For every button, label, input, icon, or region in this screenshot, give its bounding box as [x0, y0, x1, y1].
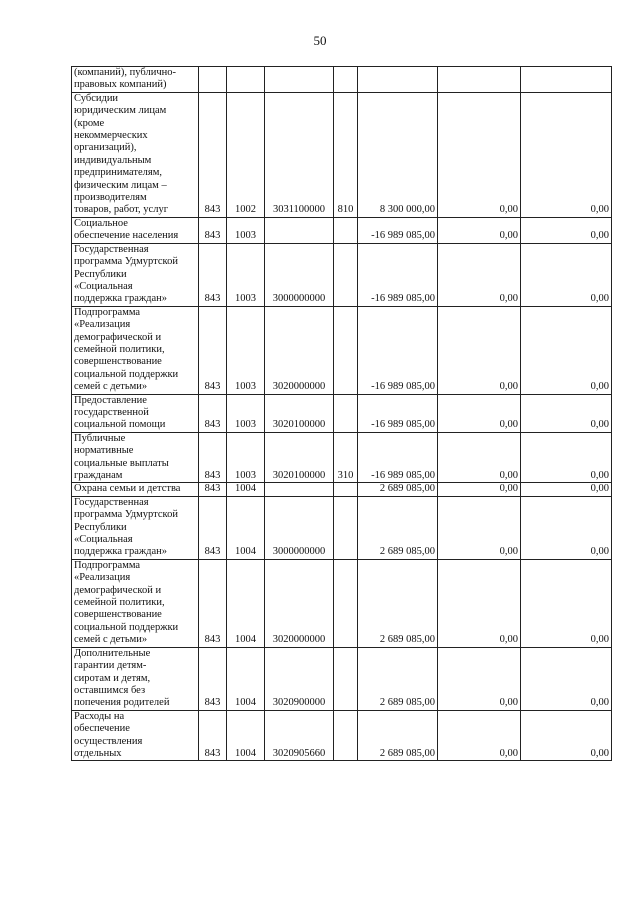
target-article-cell: 3000000000 — [265, 243, 334, 306]
row-name-cell: Социальное обеспечение населения — [72, 217, 199, 243]
table-row — [72, 306, 612, 394]
target-article-cell — [265, 217, 334, 243]
amount-3-cell: 0,00 — [521, 432, 612, 483]
row-name-cell: Субсидии юридическим лицам (кроме некоммерческих организаций), индивидуальным предпринимателям, физическим лицам – производителям товаров, работ, услуг — [72, 92, 199, 217]
ved-code-cell: 843 — [199, 92, 227, 217]
amount-3-cell: 0,00 — [521, 559, 612, 647]
expense-type-cell: 810 — [334, 92, 358, 217]
amount-1-cell: 2 689 085,00 — [358, 496, 438, 559]
table-row — [72, 496, 612, 559]
expense-type-cell — [334, 496, 358, 559]
table-row — [72, 92, 612, 217]
ved-code-cell: 843 — [199, 243, 227, 306]
section-code-cell: 1003 — [227, 394, 265, 432]
section-code-cell: 1004 — [227, 710, 265, 761]
section-code-cell: 1003 — [227, 243, 265, 306]
ved-code-cell: 843 — [199, 559, 227, 647]
amount-1-cell: -16 989 085,00 — [358, 394, 438, 432]
section-code-cell: 1004 — [227, 559, 265, 647]
expense-type-cell — [334, 306, 358, 394]
amount-1-cell: -16 989 085,00 — [358, 432, 438, 483]
amount-1-cell: 8 300 000,00 — [358, 92, 438, 217]
amount-1-cell: 2 689 085,00 — [358, 710, 438, 761]
amount-1-cell: 2 689 085,00 — [358, 647, 438, 710]
amount-2-cell — [438, 67, 521, 93]
amount-2-cell: 0,00 — [438, 217, 521, 243]
expense-type-cell — [334, 67, 358, 93]
amount-2-cell: 0,00 — [438, 710, 521, 761]
amount-1-cell: -16 989 085,00 — [358, 217, 438, 243]
ved-code-cell: 843 — [199, 306, 227, 394]
amount-1-cell: 2 689 085,00 — [358, 483, 438, 496]
amount-3-cell: 0,00 — [521, 394, 612, 432]
row-name-cell: Предоставление государственной социальной помощи — [72, 394, 199, 432]
amount-2-cell: 0,00 — [438, 243, 521, 306]
section-code-cell: 1003 — [227, 306, 265, 394]
amount-2-cell: 0,00 — [438, 647, 521, 710]
expense-type-cell: 310 — [334, 432, 358, 483]
amount-2-cell: 0,00 — [438, 483, 521, 496]
table-row — [72, 647, 612, 710]
amount-3-cell: 0,00 — [521, 496, 612, 559]
table-row — [72, 243, 612, 306]
row-name-cell: Подпрограмма «Реализация демографической и семейной политики, совершенствование социальной поддержки семей с детьми» — [72, 306, 199, 394]
section-code-cell: 1004 — [227, 647, 265, 710]
target-article-cell: 3031100000 — [265, 92, 334, 217]
amount-1-cell: -16 989 085,00 — [358, 306, 438, 394]
amount-3-cell: 0,00 — [521, 483, 612, 496]
amount-3-cell: 0,00 — [521, 710, 612, 761]
row-name-cell: Подпрограмма «Реализация демографической и семейной политики, совершенствование социальной поддержки семей с детьми» — [72, 559, 199, 647]
amount-2-cell: 0,00 — [438, 92, 521, 217]
target-article-cell: 3020000000 — [265, 306, 334, 394]
table-row — [72, 559, 612, 647]
target-article-cell: 3020900000 — [265, 647, 334, 710]
target-article-cell — [265, 67, 334, 93]
amount-3-cell: 0,00 — [521, 217, 612, 243]
section-code-cell: 1004 — [227, 483, 265, 496]
row-name-cell: Дополнительные гарантии детям- сиротам и детям, оставшимся без попечения родителей — [72, 647, 199, 710]
ved-code-cell: 843 — [199, 394, 227, 432]
expense-type-cell — [334, 559, 358, 647]
target-article-cell: 3020000000 — [265, 559, 334, 647]
section-code-cell — [227, 67, 265, 93]
ved-code-cell — [199, 67, 227, 93]
ved-code-cell: 843 — [199, 483, 227, 496]
target-article-cell: 3000000000 — [265, 496, 334, 559]
ved-code-cell: 843 — [199, 647, 227, 710]
row-name-cell: Государственная программа Удмуртской Республики «Социальная поддержка граждан» — [72, 243, 199, 306]
row-name-cell: Публичные нормативные социальные выплаты гражданам — [72, 432, 199, 483]
amount-3-cell: 0,00 — [521, 647, 612, 710]
target-article-cell: 3020100000 — [265, 432, 334, 483]
expense-type-cell — [334, 647, 358, 710]
ved-code-cell: 843 — [199, 710, 227, 761]
amount-3-cell: 0,00 — [521, 306, 612, 394]
section-code-cell: 1004 — [227, 496, 265, 559]
amount-2-cell: 0,00 — [438, 306, 521, 394]
amount-2-cell: 0,00 — [438, 559, 521, 647]
table-row — [72, 394, 612, 432]
row-name-cell: Расходы на обеспечение осуществления отдельных — [72, 710, 199, 761]
amount-3-cell — [521, 67, 612, 93]
amount-2-cell: 0,00 — [438, 496, 521, 559]
expense-type-cell — [334, 394, 358, 432]
section-code-cell: 1002 — [227, 92, 265, 217]
expense-type-cell — [334, 243, 358, 306]
ved-code-cell: 843 — [199, 432, 227, 483]
amount-2-cell: 0,00 — [438, 432, 521, 483]
expense-type-cell — [334, 710, 358, 761]
amount-2-cell: 0,00 — [438, 394, 521, 432]
target-article-cell — [265, 483, 334, 496]
page-number: 50 — [313, 33, 327, 48]
target-article-cell: 3020905660 — [265, 710, 334, 761]
table-row — [72, 710, 612, 761]
ved-code-cell: 843 — [199, 217, 227, 243]
budget-table — [71, 66, 612, 761]
target-article-cell: 3020100000 — [265, 394, 334, 432]
amount-1-cell: 2 689 085,00 — [358, 559, 438, 647]
amount-1-cell — [358, 67, 438, 93]
table-row — [72, 67, 612, 93]
table-row — [72, 432, 612, 483]
table-row — [72, 483, 612, 496]
expense-type-cell — [334, 483, 358, 496]
row-name-cell: Охрана семьи и детства — [72, 483, 199, 496]
ved-code-cell: 843 — [199, 496, 227, 559]
expense-type-cell — [334, 217, 358, 243]
amount-3-cell: 0,00 — [521, 243, 612, 306]
amount-3-cell: 0,00 — [521, 92, 612, 217]
row-name-cell: Государственная программа Удмуртской Республики «Социальная поддержка граждан» — [72, 496, 199, 559]
section-code-cell: 1003 — [227, 217, 265, 243]
section-code-cell: 1003 — [227, 432, 265, 483]
amount-1-cell: -16 989 085,00 — [358, 243, 438, 306]
table-row — [72, 217, 612, 243]
row-name-cell: (компаний), публично- правовых компаний) — [72, 67, 199, 93]
